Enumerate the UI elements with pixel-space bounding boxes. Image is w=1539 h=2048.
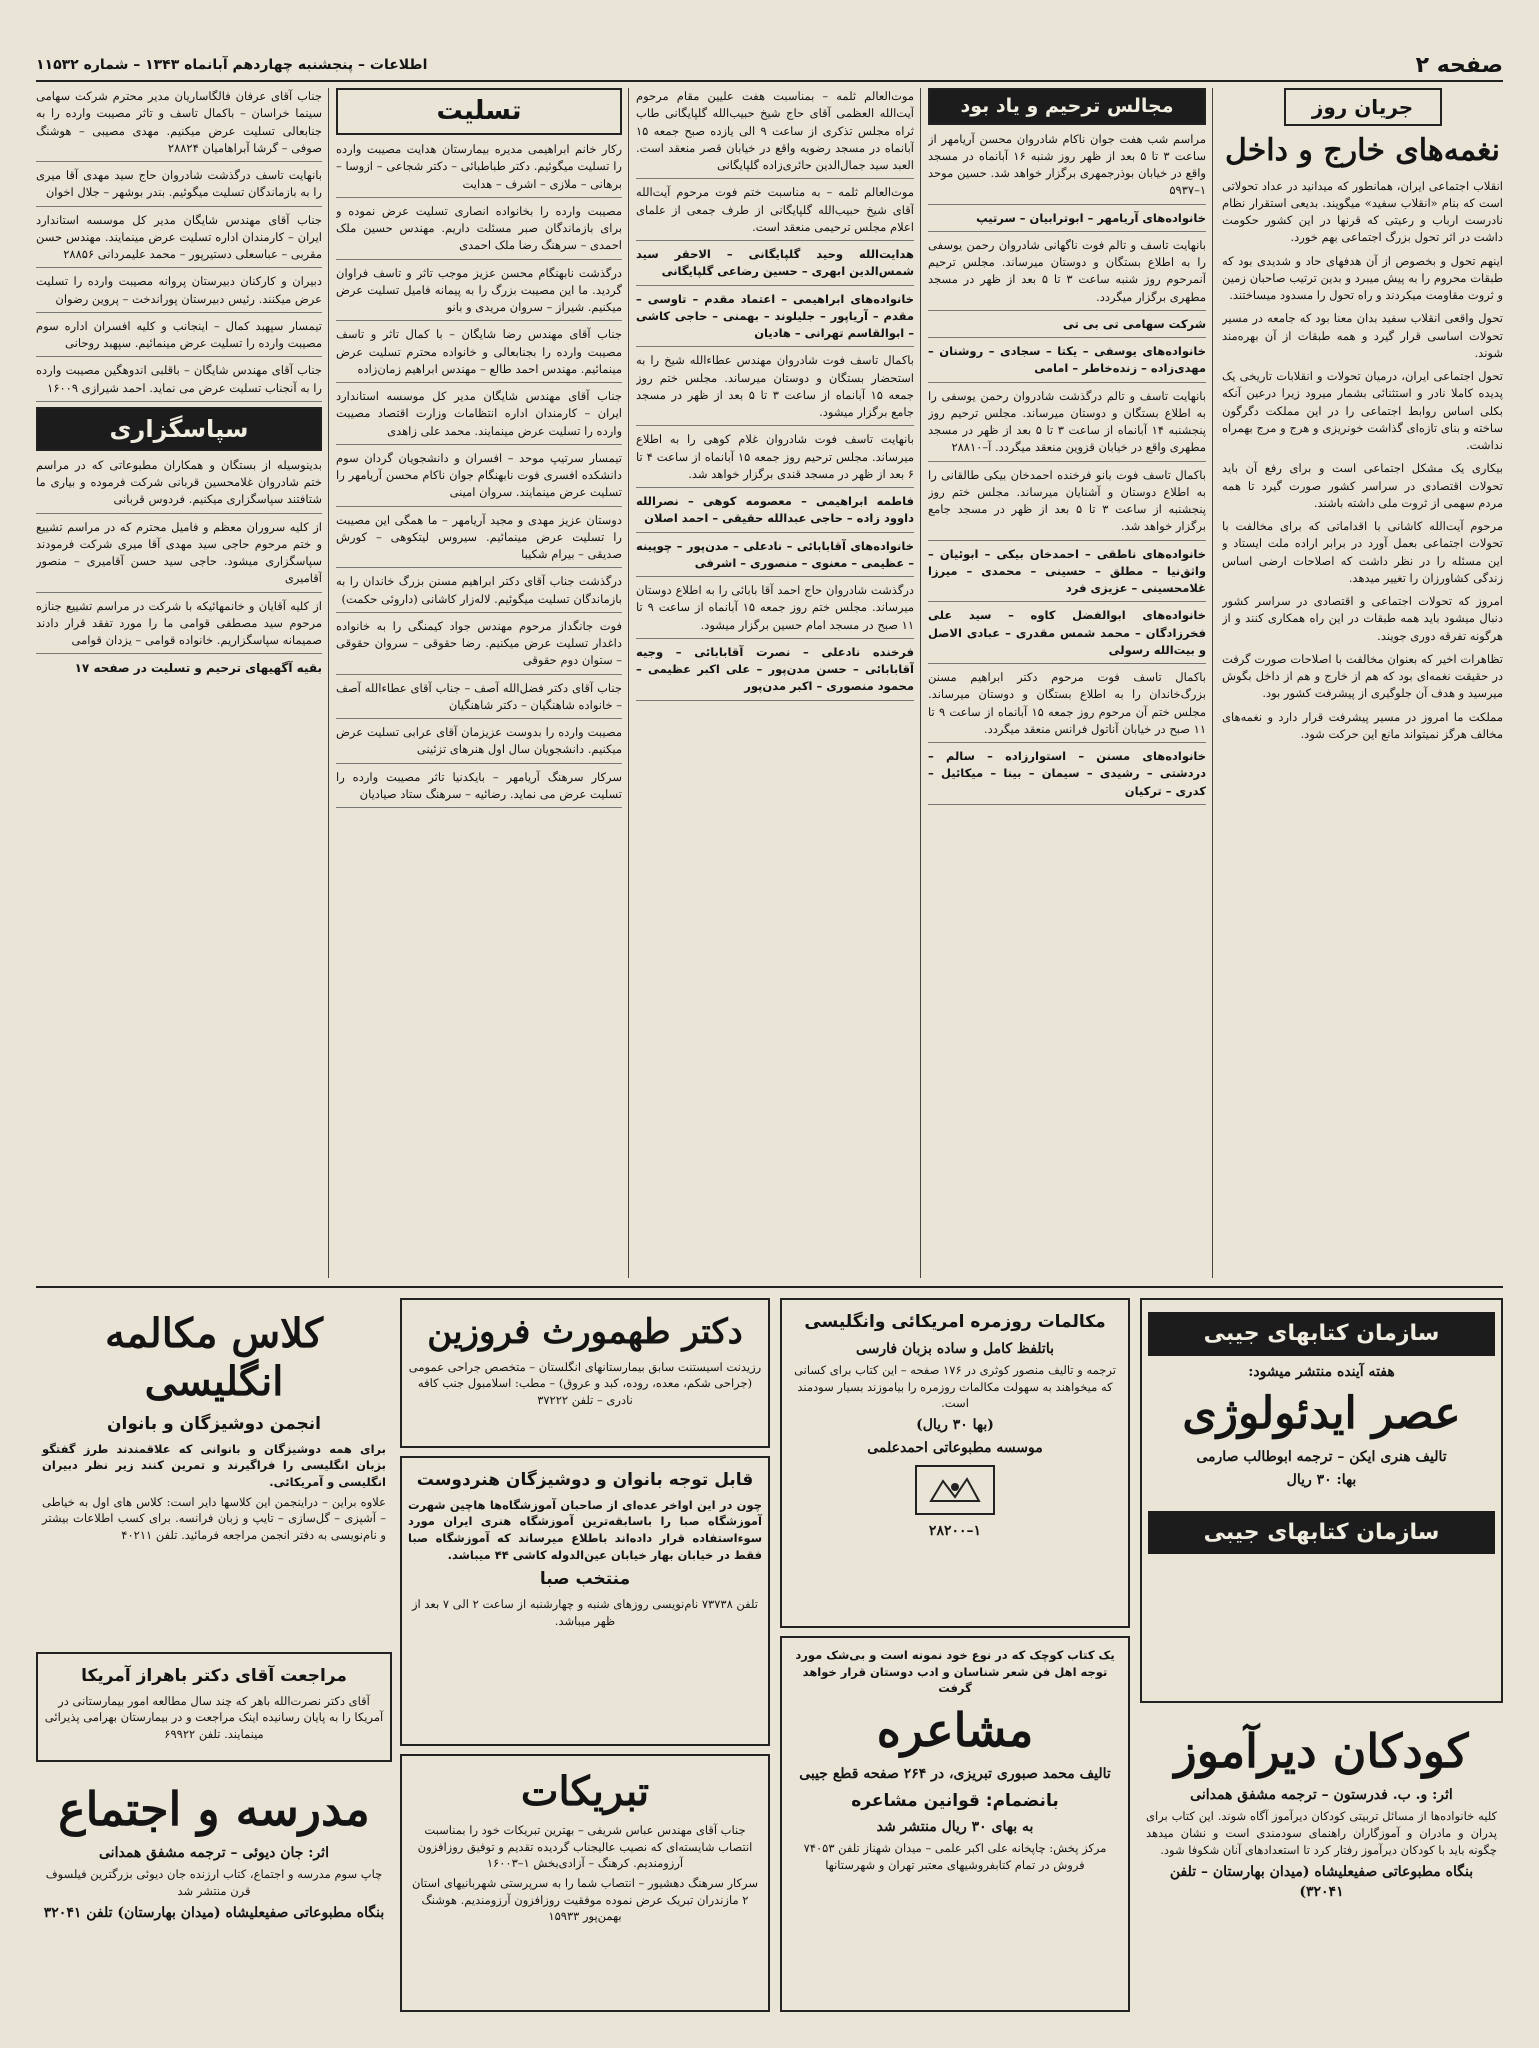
page-header xyxy=(36,50,1503,82)
column-rule xyxy=(328,88,329,1278)
ad-phone: تلفن ۷۳۷۳۸ نام‌نویسی روزهای شنبه و چهارشنبه از ساعت ۲ الی ۷ بعد از ظهر میباشد. xyxy=(411,1596,759,1628)
ad-title: مراجعت آقای دکتر باهراز آمریکا xyxy=(81,1666,347,1686)
ad-code: ۱–۲۸۲۰۰ xyxy=(928,1522,982,1539)
notice-item: خانواده‌های آقابابائی – نادعلی – مدن‌پور – چوپینه – عظیمی – معنوی – منصوری – اشرفی xyxy=(636,538,914,578)
ad-text: چاپ سوم مدرسه و اجتماع، کتاب ارزنده جان دیوئی بزرگترین فیلسوف قرن منتشر شد xyxy=(45,1867,383,1899)
notice-item: جناب آقای مهندس شایگان مدیر کل موسسه استاندارد ایران – کارمندان اداره انتظامات وزارت اقتصاد مصیبت وارده را تسلیت عرض مینمایند. محمد علی زاهدی xyxy=(336,388,622,445)
notice-item: بانهایت تاسف درگذشت شادروان حاج سید مهدی آقا میری را به بازماندگان تسلیت میگوئیم. بندر بوشهر – جلال اخوان xyxy=(36,167,322,207)
notice-item: بانهایت تاسف فوت شادروان غلام کوهی را به اطلاع میرساند. مجلس ترحیم روز جمعه ۱۵ آبانماه از ساعت ۴ تا ۶ بعد از ظهر در مسجد قندی برگزار خواهد شد. xyxy=(636,431,914,488)
paragraph: تظاهرات اخیر که بعنوان مخالفت با اصلاحات صورت گرفت در حقیقت نغمه‌ای بود که هم از خارج و هم از داخل بگوش میرسید و هدف آن جلوگیری از پیشرفت کشور بود. xyxy=(1222,651,1503,701)
notice-item: خانواده‌های ابراهیمی – اعتماد مقدم – تاوسی – مقدم – آریاپور – جلیلوند – بهمنی – حاجی کاشی – ابوالقاسم تهرانی – هادیان xyxy=(636,291,914,348)
page-number: صفحه ۲ xyxy=(1415,52,1503,78)
notice-item: درگذشت شادروان حاج احمد آقا بابائی را به اطلاع دوستان میرساند. مجلس ختم روز جمعه ۱۵ آبانماه از ساعت ۹ تا ۱۱ صبح در مسجد امام حسین برگزار میشود. xyxy=(636,582,914,639)
notice-item: فرخنده نادعلی – نصرت آقابابائی – وجیه آقابابائی – حسن مدن‌پور – علی اکبر عظیمی – محمود منصوری – اکبر مدن‌پور xyxy=(636,644,914,701)
notice-item: تیمسار سرتیپ موحد – افسران و دانشجویان گردان سوم دانشکده افسری فوت نابهنگام جوان ناکام محسن آریامهر را تسلیت عرض مینمایند. سروان امینی xyxy=(336,450,622,507)
ad-text: سرکار سرهنگ دهشیور – انتصاب شما را به سرپرستی شهربانیهای استان ۲ مازندران تبریک عرض نموده موفقیت روزافزون آرزومندیم. هوشنگ بهمن‌پور ۱۵۹۳۳ xyxy=(411,1876,759,1924)
book-price: بها: ۳۰ ریال xyxy=(1286,1472,1357,1489)
paragraph: مملکت ما امروز در مسیر پیشرفت قرار دارد و نغمه‌های مخالف هرگز نمیتواند مانع این حرکت شود. xyxy=(1222,709,1503,741)
ad-distributor: موسسه مطبوعاتی احمدعلمی xyxy=(867,1440,1043,1457)
ad-subtitle: انجمن دوشیزگان و بانوان xyxy=(107,1414,321,1434)
ad-text: برای همه دوشیزگان و بانوانی که علاقمندند طرز گفتگو بزبان انگلیسی را فراگیرند و تمرین کنند زیر نظر دبیران انگلیسی و آمریکائی. xyxy=(42,1441,386,1489)
book-ad-kids xyxy=(1140,1712,1503,2012)
book-author: اثر: جان دیوئی – ترجمه مشفق همدانی xyxy=(99,1845,329,1862)
notice-item: درگذشت نابهنگام محسن عزیز موجب تاثر و تاسف فراوان گردید. ما این مصیبت بزرگ را به پیمانه فامیل تسلیت عرض میکنیم. شیراز – سروان مریدی و بانو xyxy=(336,265,622,322)
ad-text: آقای دکتر نصرت‌الله باهر که چند سال مطالعه امور بیمارستانی در آمریکا را به پایان رسانیده اینک مراجعت و در بیمارستان بهرامی پذیرائی مینمایند. تلفن ۶۹۹۲۲ xyxy=(44,1693,384,1741)
book-ad-ideology xyxy=(1140,1298,1503,1703)
book-author: تالیف هنری ایکن – ترجمه ابوطالب صارمی xyxy=(1196,1448,1447,1465)
book-ad-conversation xyxy=(780,1298,1130,1628)
ad-text: ترجمه و تالیف منصور کوثری در ۱۷۶ صفحه – این کتاب برای کسانی که میخواهند به سهولت مکالمات روزمره را بیاموزند بسیار سودمند است. xyxy=(794,1362,1116,1411)
notice-item: باکمال تاسف فوت بانو فرخنده احمدخان بیکی طالقانی را به اطلاع دوستان و آشنایان میرساند. مجلس ختم روز پنجشنبه از ساعت ۳ تا ۵ بعد از ظهر در مسجد جامع برگزار خواهد شد. xyxy=(928,467,1206,541)
notice-item: جناب آقای مهندس شایگان – باقلبی اندوهگین مصیبت وارده را به آنجناب تسلیت عرض می نماید. احمد شیرازی ۱۶۰۰۹ xyxy=(36,362,322,402)
notice-item: باکمال تاسف فوت مرحوم دکتر ابراهیم مسنن بزرگ‌خاندان را به اطلاع بستگان و دوستان میرساند. مجلس ختم آن مرحوم روز جمعه ۱۵ آبانماه از ساعت ۹ تا ۱۱ صبح در خیابان آناتول فرانس منعقد میگردد. xyxy=(928,669,1206,743)
notice-item: مراسم شب هفت جوان ناکام شادروان محسن آریامهر از ساعت ۳ تا ۵ بعد از ظهر روز شنبه ۱۶ آبانماه در مسجد واقع در خیابان بوذرجمهری برگزار خواهد شد. حسین موحد ۱–۵۹۳۷ xyxy=(928,131,1206,205)
english-class-ad xyxy=(36,1298,392,1643)
book-ad-poetry xyxy=(780,1636,1130,2012)
notice-item: بانهایت تاسف و تالم فوت ناگهانی شادروان رحمن یوسفی را به اطلاع بستگان و دوستان میرساند. مجلس ترحیم آنمرحوم روز شنبه ساعت ۳ تا ۵ بعد از ظهر در مسجد مطهری برگزار میگردد. xyxy=(928,237,1206,311)
publisher-logo-icon xyxy=(915,1465,995,1515)
notice-item: خانواده‌های یوسفی – یکتا – سجادی – روشنان – مهدی‌زاده – زنده‌خاطر – امامی xyxy=(928,343,1206,383)
paragraph: تحول واقعی انقلاب سفید بدان معنا بود که جامعه در مسیر تحولات اساسی قرار گیرد و همه طبقات از آن بهره‌مند شوند. xyxy=(1222,311,1503,360)
notice-item: دوستان عزیز مهدی و مجید آریامهر – ما همگی این مصیبت را تسلیت عرض مینمائیم. سیروس لیتکوهی – کورش صدیقی – بیرام شکیبا xyxy=(336,512,622,569)
notice-item: بدینوسیله از بستگان و همکاران مطبوعاتی که در مراسم ختم شادروان غلامحسین قربانی شرکت فرموده و بیاری ما شتافتند سپاسگزاری میکنیم. فردوس قربانی xyxy=(36,457,322,514)
doctor-name: دکتر طهمورث فروزین xyxy=(427,1312,743,1352)
book-title: عصر ایدئولوژی xyxy=(1182,1388,1461,1440)
column-rule xyxy=(920,88,921,1278)
paragraph: اینهم تحول و بخصوص از آن هدفهای حاد و شدیدی بود که طبقات محروم را به پیش میبرد و بدین ترتیب صاحبان زمین و ثروت مقاومت میکردند و راه تحول را مسدود میساختند. xyxy=(1222,253,1503,302)
column-rule xyxy=(1212,88,1213,1278)
thanks-column xyxy=(36,88,322,1278)
section-heading: سپاسگزاری xyxy=(36,407,322,451)
notice-item: سرکار سرهنگ آریامهر – بایکدنیا تاثر مصیبت وارده را تسلیت عرض می نماید. رضائیه – سرهنگ ستاد صیادیان xyxy=(336,769,622,809)
notice-item: جناب آقای دکتر فضل‌الله آصف – جناب آقای عطاءالله آصف – خانواده شاهنگیان – دکتر شاهنگیان xyxy=(336,680,622,720)
notice-item: فاطمه ابراهیمی – معصومه کوهی – نصرالله داوود زاده – حاجی عبدالله حقیقی – احمد اصلان xyxy=(636,493,914,533)
book-subtitle: بانضمام: قوانین مشاعره xyxy=(851,1790,1059,1811)
paragraph: انقلاب اجتماعی ایران، همانطور که میدانید در عداد تحولاتی است که بنام «انقلاب سفید» میگویند. بدیعی استقرار نظام نادرست ارباب و رعیتی که قرنها در این کشور حکومت داشت در اثر تحول بزرگ اجتماعی بهم خورد. xyxy=(1222,178,1503,245)
book-author: اثر: و. ب. فدرستون – ترجمه مشفق همدانی xyxy=(1190,1787,1453,1804)
section-heading: تسلیت xyxy=(336,88,622,135)
issue-info: اطلاعات – پنجشنبه چهاردهم آبانماه ۱۳۴۳ – شماره ۱۱۵۳۲ xyxy=(36,57,428,73)
section-heading: مجالس ترحیم و یاد بود xyxy=(928,88,1206,125)
book-title: مدرسه و اجتماع xyxy=(58,1782,370,1836)
doctor-ad xyxy=(400,1298,770,1448)
ad-title: تبریکات xyxy=(520,1768,650,1815)
paragraph: امروز که تحولات اجتماعی و اقتصادی در سراسر کشور دنبال میشود باید همه طبقات در این راه همکاری کنند و از هرگونه تفرقه دوری جویند. xyxy=(1222,594,1503,643)
notice-item: شرکت سهامی تی بی تی xyxy=(928,316,1206,338)
congrats-ad xyxy=(400,1754,770,2012)
notice-item: مصیبت وارده را بخانواده انصاری تسلیت عرض نموده و برای بازماندگان صبر مسئلت داریم. مهندس حسین ملک احمدی – سرهنگ رضا ملک احمدی xyxy=(336,203,622,260)
publisher-band: سازمان کتابهای جیبی xyxy=(1148,1511,1495,1555)
notice-item: مصیبت وارده را بدوست عزیزمان آقای عرابی تسلیت عرض میکنیم. دانشجویان سال اول هنرهای تزئینی xyxy=(336,724,622,764)
book-ad-school xyxy=(36,1770,392,2012)
memorial-column xyxy=(928,88,1206,1278)
notice-item: باکمال تاسف فوت شادروان مهندس عطاءالله شیخ را به استحضار بستگان و دوستان میرساند. مجلس ختم روز جمعه ۱۵ آبانماه از ساعت ۳ تا ۵ بعد از ظهر در مسجد جامع برگزار میشود. xyxy=(636,352,914,426)
section-divider xyxy=(36,1286,1503,1288)
ad-announce: هفته آینده منتشر میشود: xyxy=(1248,1363,1395,1380)
notice-item: خانواده‌های مسنن – استوارزاده – سالم – دردشتی – رشیدی – سیمان – بینا – میکائیل – کدری – ترکیان xyxy=(928,748,1206,805)
book-title: کودکان دیرآموز xyxy=(1174,1724,1469,1778)
notice-item: بانهایت تاسف و تالم درگذشت شادروان رحمن یوسفی را به اطلاع بستگان و دوستان میرساند. مجلس ترحیم روز پنجشنبه ۱۴ آبانماه از ساعت ۳ تا ۵ بعد از ظهر در مسجد مطهری واقع در خیابان قزوین منعقد میگردد. آ–۲۸۸۱۰ xyxy=(928,388,1206,462)
editorial-title: نغمه‌های خارج و داخل xyxy=(1224,133,1500,168)
paragraph: تحول اجتماعی ایران، درمیان تحولات و انقلابات تاریخی یک پدیده کاملا نادر و استثنائی بشمار میرود زیرا درعین آنکه بکلی اساس روابط اجتماعی را در این مملکت دگرگون ساخته و بنای تازه‌ای گذاشت خونریزی و هرج و مرج بهمراه نداشت. xyxy=(1222,369,1503,452)
publisher-band: سازمان کتابهای جیبی xyxy=(1148,1312,1495,1356)
notice-item: تیمسار سپهبد کمال – اینجانب و کلیه افسران اداره سوم مصیبت وارده را تسلیت عرض مینمائیم. سپهبد روحانی xyxy=(36,318,322,358)
notice-item: از کلیه سروران معظم و فامیل محترم که در مراسم تشییع و ختم مرحوم حاجی سید مهدی آقا میری شرکت فرمودند سپاسگزاری میشود. حاجی سید حسن آقامیری – منصور آقامیری xyxy=(36,519,322,593)
notice-item: جناب آقای مهندس رضا شایگان – با کمال تاثر و تاسف مصیبت وارده را بجنابعالی و خانواده محترم تسلیت عرض مینمائیم. مهندس احمد طالع – مهندس ابراهیم زمان‌زاده xyxy=(336,326,622,383)
ad-footer: بنگاه مطبوعاتی صفیعلیشاه (میدان بهارستان) تلفن ۳۲۰۴۱ xyxy=(43,1904,385,1921)
notice-item: از کلیه آقایان و خانمهائیکه با شرکت در مراسم تشییع جنازه مرحوم سید مصطفی قوامی ما را مورد تفقد قرار دادند صمیمانه سپاسگزاریم. خانواده قوامی – یزدان قوامی xyxy=(36,598,322,655)
notice-item: جناب آقای عرفان فالگاساریان مدیر محترم شرکت سهامی سینما خراسان – باکمال تاسف و تاثر مصیبت وارده را به جنابعالی تسلیت عرض میکنیم. مهدی مصیبی – هوشنگ صوفی – گرشا آبراهامیان ۲۸۸۲۴ xyxy=(36,88,322,162)
book-author: تالیف محمد صبوری تبریزی، در ۲۶۴ صفحه قطع جیبی xyxy=(799,1766,1111,1783)
notice-item: خانواده‌های ناطقی – احمدخان بیکی – ابوئیان – واثق‌نیا – مطلق – حسینی – محمدی – میرزا غلامحسینی – عزیزی فرد xyxy=(928,546,1206,603)
column-box-title: جریان روز xyxy=(1284,88,1442,126)
ad-text: کلیه خانواده‌ها از مسائل تربیتی کودکان دیرآموز آگاه شوند. این کتاب برای پدران و مادران و آموزگاران راهنمای سودمندی است و نشان میدهد چگونه باید با کودکان دیرآموز رفتار کرد تا استعدادهای آنان شکوفا شود. xyxy=(1146,1809,1497,1857)
book-price: (بها ۳۰ ریال) xyxy=(916,1416,994,1433)
book-title: مشاعره xyxy=(876,1703,1034,1758)
doctor-return-ad xyxy=(36,1652,392,1762)
notice-item: رکار خانم ابراهیمی مدیره بیمارستان هدایت مصیبت وارده را تسلیت میگوئیم. دکتر طباطبائی – دکتر شجاعی – ازوسا – برهانی – ملازی – اشرف – هدایت xyxy=(336,141,622,198)
ad-intro: یک کتاب کوچک که در نوع خود نمونه است و بی‌شک مورد توجه اهل فن شعر شناسان و ادب دوستان قرار خواهد گرفت xyxy=(795,1648,1115,1696)
continued-note: بقیه آگهیهای ترحیم و تسلیت در صفحه ۱۷ xyxy=(74,661,322,676)
notice-item: خانواده‌های ابوالفضل کاوه – سید علی فخرزادگان – محمد شمس مقدری – عبادی الاصل و بیت‌الله رسولی xyxy=(928,607,1206,664)
column-rule xyxy=(628,88,629,1278)
notice-item: دبیران و کارکنان دبیرستان پروانه مصیبت وارده را تسلیت عرض میکنند. رئیس دبیرستان پوراندخت – پروین رضوان xyxy=(36,273,322,313)
ad-text: علاوه براین – دراینجمن این کلاسها دایر است: کلاس های اول به خیاطی – آشپزی – گل‌سازی – تایپ و زبان فرانسه. برای کسب اطلاعات بیشتر و نام‌نویسی به دفتر انجمن مراجعه فرمائید. تلفن ۴۰۲۱۱ xyxy=(42,1494,386,1542)
ad-title: کلاس مکالمه انگلیسی xyxy=(104,1310,324,1405)
ad-title: قابل توجه بانوان و دوشیزگان هنردوست xyxy=(416,1470,754,1490)
ad-sign: منتخب صبا xyxy=(539,1569,631,1590)
book-subtitle: باتلفظ کامل و ساده بزبان فارسی xyxy=(856,1340,1054,1357)
book-title: مکالمات روزمره امریکائی وانگلیسی xyxy=(804,1312,1106,1332)
condolence-column xyxy=(336,88,622,1278)
ad-text: رزیدنت اسیستنت سابق بیمارستانهای انگلستان – متخصص جراحی عمومی (جراحی شکم، معده، روده، کبد و عروق) – مطب: اسلامبول جنب کافه نادری – تلفن ۳۷۲۲۲ xyxy=(408,1359,762,1408)
notice-item: هدایت‌الله وحید گلپایگانی – الاحقر سید شمس‌الدین ابهری – حسین رضاعی گلپایگانی xyxy=(636,246,914,286)
paragraph: مرحوم آیت‌الله کاشانی با اقداماتی که برای مخالفت با تحولات اجتماعی بعمل آورد در برابر اراده ملت ایستاد و این مسئله را در نظر داشت که اصلاحات ارضی اساس زندگی کشاورزان را تغییر میدهد. xyxy=(1222,519,1503,585)
notice-item: فوت جانگداز مرحوم مهندس جواد کیمنگی را به خانواده داغدار تسلیت عرض میکنیم. رضا حقوقی – سروان حقوقی – ستوان دوم حقوقی xyxy=(336,618,622,675)
ad-text: مرکز پخش: چاپخانه علی اکبر علمی – میدان شهناز تلفن ۷۴۰۵۳ فروش در تمام کتابفروشیهای معتبر تهران و شهرستانها xyxy=(803,1841,1107,1873)
notice-item: جناب آقای مهندس شایگان مدیر کل موسسه استاندارد ایران – کارمندان اداره تسلیت عرض مینمایند. مهندس حسن مقربی – عباسعلی دستیرپور – محمد علیمردانی ۲۸۸۵۶ xyxy=(36,212,322,269)
school-ad xyxy=(400,1456,770,1746)
book-price: به بهای ۳۰ ریال منتشر شد xyxy=(876,1819,1034,1836)
notice-item: موت‌العالم ثلمه – بمناسبت هفت علیین مقام مرحوم آیت‌الله العظمی آقای حاج شیخ حبیب‌الله گلپایگانی طاب ثراه مجلس تذکری از ساعت ۹ الی یازده صبح جمعه ۱۵ آبانماه در مسجد رضویه واقع در خیابان قصر منعقد است. العبد سید جمال‌الدین حائری‌زاده گلپایگانی xyxy=(636,88,914,179)
paragraph: بیکاری یک مشکل اجتماعی است و برای رفع آن باید تحولات اقتصادی در سراسر کشور صورت گیرد تا همه مردم سهمی از ثروت ملی داشته باشند. xyxy=(1222,461,1503,510)
notice-item: درگذشت جناب آقای دکتر ابراهیم مسنن بزرگ خاندان را به بازماندگان تسلیت میگوئیم. لاله‌زار کاشانی (داروئی حکمت) xyxy=(336,573,622,613)
editorial-column xyxy=(1222,88,1503,1278)
ad-text: چون در این اواخر عده‌ای از صاحبان آموزشگاه‌ها هاچین شهرت آموزشگاه صبا را باسابقه‌ترین آموزشگاه هنری ایران مورد سوءاستفاده قرار داده‌اند باطلاع میرساند که آموزشگاه صبا فقط در خیابان بهار خیابان عین‌الدوله کاشی ۴۴ میباشد. xyxy=(408,1497,762,1562)
ad-footer: بنگاه مطبوعاتی صفیعلیشاه (میدان بهارستان – تلفن ۳۲۰۴۱) xyxy=(1169,1863,1474,1900)
notice-item: موت‌العالم ثلمه – به مناسبت ختم فوت مرحوم آیت‌الله آقای شیخ حبیب‌الله گلپایگانی از طرف جمعی از علمای اعلام مجلس ترحیمی منعقد است. xyxy=(636,184,914,241)
notice-item: خانواده‌های آریامهر – ابوترابیان – سرتیپ xyxy=(928,210,1206,232)
notices-column xyxy=(636,88,914,1278)
ad-text: جناب آقای مهندس عباس شریفی – بهترین تبریکات خود را بمناسبت انتصاب شایسته‌ای که نصیب عالیجناب گردیده تقدیم و توفیق روزافزون آرزومندیم. کرهنگ – آزادی‌بخش ۱–۱۶۰۰۳ xyxy=(417,1823,753,1871)
